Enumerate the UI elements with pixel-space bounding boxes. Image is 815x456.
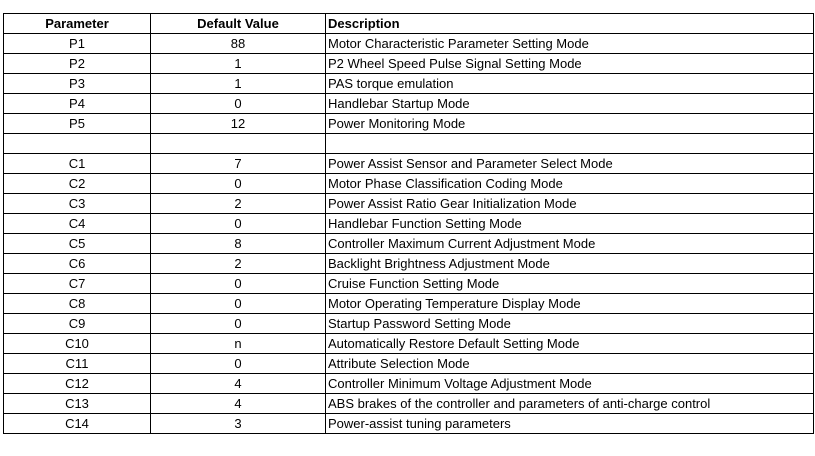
cell-default-value: 0 xyxy=(151,214,326,234)
table-row xyxy=(4,114,814,134)
cell-parameter: C1 xyxy=(4,154,151,174)
header-default-value: Default Value xyxy=(151,14,326,34)
cell-parameter: P3 xyxy=(4,74,151,94)
table-row xyxy=(4,174,814,194)
cell-default-value: 8 xyxy=(151,234,326,254)
cell-default-value: 1 xyxy=(151,74,326,94)
cell-description: ABS brakes of the controller and parameters of anti-charge control xyxy=(326,394,814,414)
cell-parameter: C13 xyxy=(4,394,151,414)
cell-parameter: P4 xyxy=(4,94,151,114)
cell-description: Power Assist Sensor and Parameter Select Mode xyxy=(326,154,814,174)
table-row-blank xyxy=(4,134,814,154)
cell-parameter: C9 xyxy=(4,314,151,334)
cell-default-value: 7 xyxy=(151,154,326,174)
cell-default-value: 0 xyxy=(151,274,326,294)
cell-parameter: P5 xyxy=(4,114,151,134)
table-header-row xyxy=(4,14,814,34)
cell-parameter: C3 xyxy=(4,194,151,214)
table-row xyxy=(4,334,814,354)
cell-default-value: 2 xyxy=(151,254,326,274)
cell-description: Motor Characteristic Parameter Setting Mode xyxy=(326,34,814,54)
cell-description: Cruise Function Setting Mode xyxy=(326,274,814,294)
table-row xyxy=(4,374,814,394)
header-description: Description xyxy=(326,14,814,34)
cell-parameter: C6 xyxy=(4,254,151,274)
table-row xyxy=(4,294,814,314)
cell-parameter: P1 xyxy=(4,34,151,54)
cell-parameter: C2 xyxy=(4,174,151,194)
cell-default-value: 0 xyxy=(151,354,326,374)
table-row xyxy=(4,254,814,274)
cell-default-value: 4 xyxy=(151,394,326,414)
cell-description xyxy=(326,134,814,154)
parameter-table xyxy=(3,13,814,434)
cell-description: PAS torque emulation xyxy=(326,74,814,94)
cell-parameter: C10 xyxy=(4,334,151,354)
cell-description: Attribute Selection Mode xyxy=(326,354,814,374)
cell-description: Controller Maximum Current Adjustment Mode xyxy=(326,234,814,254)
cell-parameter: C14 xyxy=(4,414,151,434)
cell-default-value xyxy=(151,134,326,154)
table-row xyxy=(4,74,814,94)
cell-default-value: 2 xyxy=(151,194,326,214)
cell-description: Motor Operating Temperature Display Mode xyxy=(326,294,814,314)
cell-default-value: 88 xyxy=(151,34,326,54)
table-row xyxy=(4,34,814,54)
cell-description: P2 Wheel Speed Pulse Signal Setting Mode xyxy=(326,54,814,74)
header-parameter: Parameter xyxy=(4,14,151,34)
cell-description: Handlebar Startup Mode xyxy=(326,94,814,114)
table-row xyxy=(4,314,814,334)
cell-description: Automatically Restore Default Setting Mode xyxy=(326,334,814,354)
cell-default-value: 0 xyxy=(151,174,326,194)
cell-description: Controller Minimum Voltage Adjustment Mode xyxy=(326,374,814,394)
cell-parameter: C5 xyxy=(4,234,151,254)
table-row xyxy=(4,94,814,114)
cell-parameter: C7 xyxy=(4,274,151,294)
table-row xyxy=(4,414,814,434)
cell-default-value: 1 xyxy=(151,54,326,74)
table-row xyxy=(4,154,814,174)
table-row xyxy=(4,194,814,214)
cell-description: Power Assist Ratio Gear Initialization Mode xyxy=(326,194,814,214)
table-row xyxy=(4,274,814,294)
cell-parameter: C12 xyxy=(4,374,151,394)
table-row xyxy=(4,234,814,254)
cell-default-value: 4 xyxy=(151,374,326,394)
table-row xyxy=(4,54,814,74)
cell-description: Power Monitoring Mode xyxy=(326,114,814,134)
cell-parameter: C8 xyxy=(4,294,151,314)
cell-description: Startup Password Setting Mode xyxy=(326,314,814,334)
cell-parameter: C11 xyxy=(4,354,151,374)
cell-default-value: 3 xyxy=(151,414,326,434)
cell-description: Backlight Brightness Adjustment Mode xyxy=(326,254,814,274)
cell-description: Motor Phase Classification Coding Mode xyxy=(326,174,814,194)
cell-parameter: P2 xyxy=(4,54,151,74)
table-row xyxy=(4,394,814,414)
cell-parameter: C4 xyxy=(4,214,151,234)
cell-default-value: 12 xyxy=(151,114,326,134)
cell-default-value: 0 xyxy=(151,294,326,314)
cell-default-value: n xyxy=(151,334,326,354)
cell-parameter xyxy=(4,134,151,154)
cell-default-value: 0 xyxy=(151,94,326,114)
cell-description: Handlebar Function Setting Mode xyxy=(326,214,814,234)
table-row xyxy=(4,214,814,234)
cell-default-value: 0 xyxy=(151,314,326,334)
cell-description: Power-assist tuning parameters xyxy=(326,414,814,434)
table-row xyxy=(4,354,814,374)
